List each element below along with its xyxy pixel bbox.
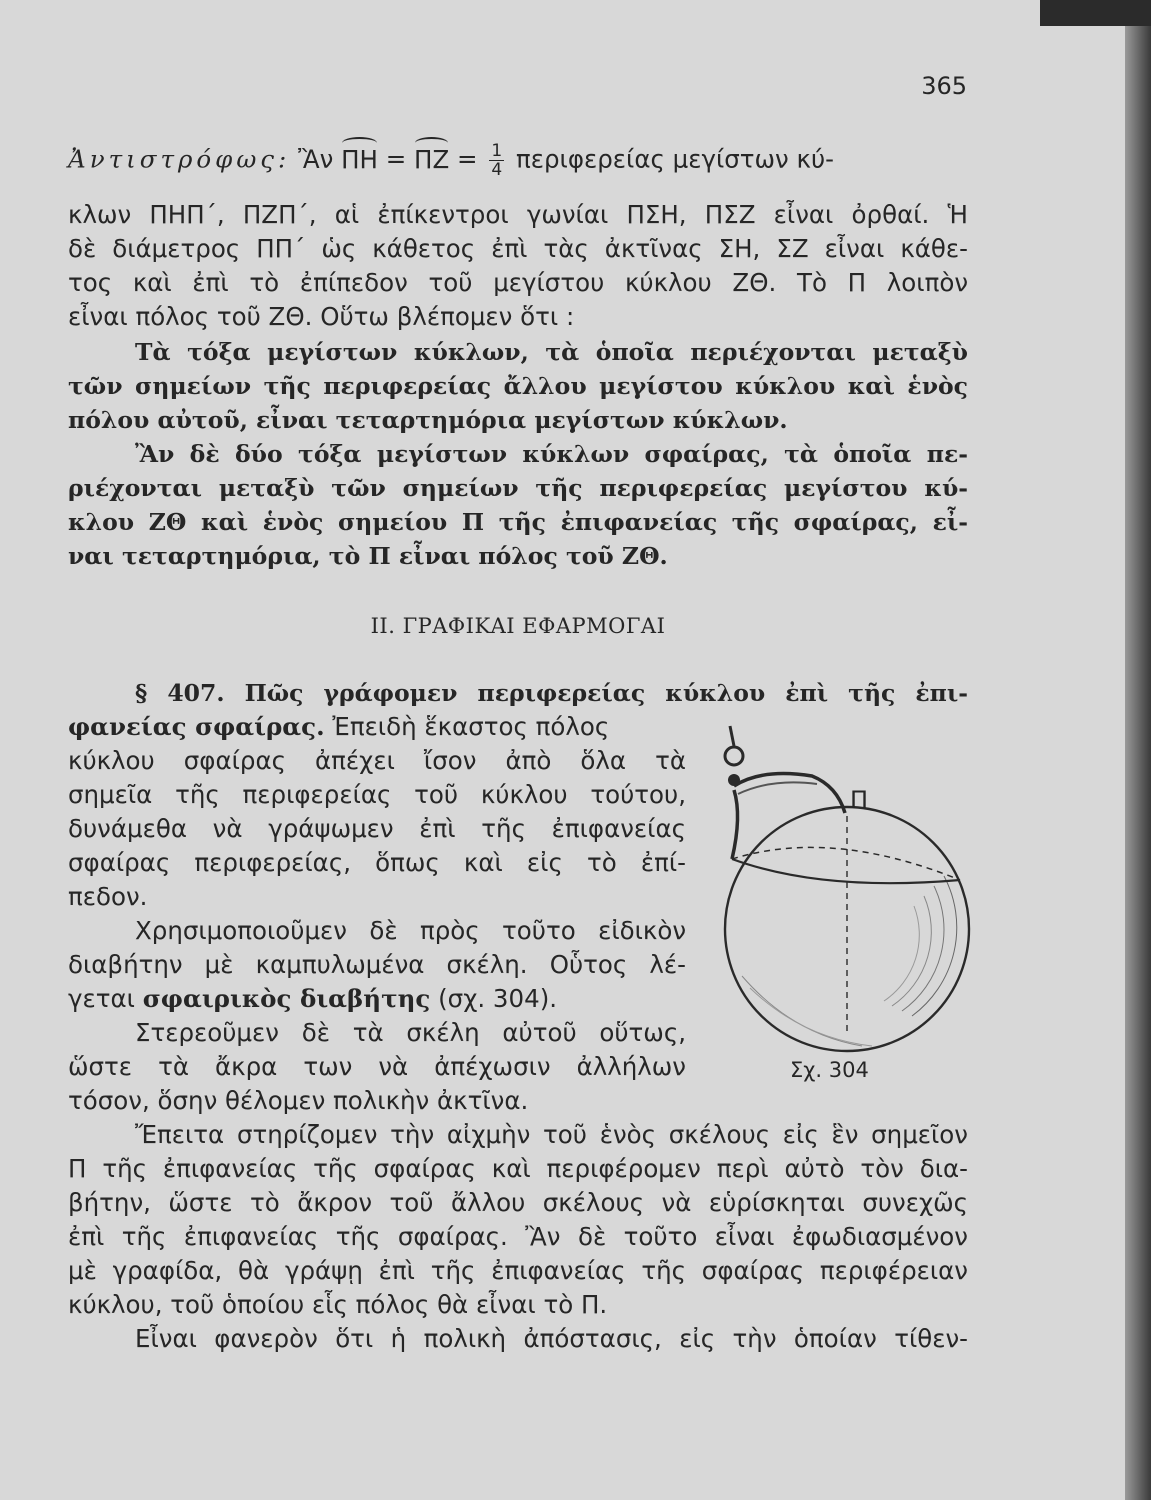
pole-label: Π — [850, 786, 869, 814]
page-number: 365 — [921, 72, 967, 100]
para1-line: κλων ΠΗΠ΄, ΠΖΠ΄, αἱ ἐπίκεντροι γωνίαι ΠΣΗ, ΠΣΖ εἶναι ὀρθαί. Ἡ — [68, 200, 968, 229]
equals-1: = — [377, 144, 415, 174]
sphere-shading-arc — [750, 988, 872, 1046]
sphere-shading-arc — [742, 976, 862, 1046]
if-word: Ἂν — [298, 144, 334, 174]
compass-leg-upper — [734, 774, 845, 813]
tool-paragraph-line: διαβήτην μὲ καμπυλωμένα σκέλη. Οὗτος λέ- — [68, 950, 686, 979]
book-top-edge-shadow — [1040, 0, 1151, 26]
draw-paragraph-line: ἐπὶ τῆς ἐπιφανείας τῆς σφαίρας. Ἂν δὲ τοῦτο εἶναι ἐφωδιασμένον — [68, 1222, 968, 1251]
para1-line: εἶναι πόλος τοῦ ΖΘ. Οὕτω βλέπομεν ὅτι : — [68, 302, 575, 331]
compass-handle-ring — [725, 747, 743, 765]
theorem-line: Τὰ τόξα μεγίστων κύκλων, τὰ ὁποῖα περιέχονται μεταξὺ — [135, 338, 968, 366]
converse-label: Ἀντιστρόφως: — [68, 144, 291, 174]
spherical-compass-figure — [712, 716, 974, 1062]
compass-leg-shadow — [738, 782, 817, 794]
section-407-title-end: φανείας σφαίρας. — [68, 712, 325, 741]
converse-theorem-line: Ἂν δὲ δύο τόξα μεγίστων κύκλων σφαίρας, τὰ ὁποῖα πε- — [135, 440, 968, 468]
fraction-numerator: 1 — [491, 141, 503, 161]
draw-paragraph-line: Π τῆς ἐπιφανείας τῆς σφαίρας καὶ περιφέρομεν περὶ αὐτὸ τὸν δια- — [68, 1154, 968, 1183]
section-407-text: Ἐπειδὴ ἕκαστος πόλος — [324, 712, 610, 741]
section-407-title: § 407. Πῶς γράφομεν περιφερείας κύκλου ἐπὶ τῆς ἐπι- — [135, 679, 968, 707]
section-407-line: δυνάμεθα νὰ γράψωμεν ἐπὶ τῆς ἐπιφανείας — [68, 814, 686, 843]
tool-text: γεται — [68, 984, 143, 1013]
arc-ph: ΠΗ — [341, 143, 378, 177]
draw-paragraph-line: κύκλου, τοῦ ὁποίου εἷς πόλος θὰ εἶναι τὸ Π. — [68, 1290, 608, 1319]
equals-2: = — [449, 144, 486, 174]
draw-paragraph-line: Ἔπειτα στηρίζομεν τὴν αἰχμὴν τοῦ ἑνὸς σκέλους εἰς ἓν σημεῖον — [135, 1120, 968, 1149]
legs-paragraph-line: Στερεοῦμεν δὲ τὰ σκέλη αὐτοῦ οὕτως, — [135, 1018, 686, 1047]
section-407-line — [68, 710, 708, 744]
fraction-denominator: 4 — [491, 160, 503, 180]
book-edge-shadow — [1125, 0, 1151, 1500]
section-407-line: κύκλου σφαίρας ἀπέχει ἴσον ἀπὸ ὅλα τὰ — [68, 746, 686, 775]
converse-theorem-line: ναι τεταρτημόρια, τὸ Π εἶναι πόλος τοῦ ΖΘ. — [68, 542, 668, 570]
fraction-one-quarter — [489, 142, 504, 179]
spherical-compass-term: σφαιρικὸς διαβήτης — [142, 984, 431, 1013]
legs-paragraph-line: ὥστε τὰ ἄκρα των νὰ ἀπέχωσιν ἀλλήλων — [68, 1052, 686, 1081]
theorem-line: πόλου αὐτοῦ, εἶναι τεταρτημόρια μεγίστων κύκλων. — [68, 406, 788, 434]
sphere-shading-arc — [884, 906, 919, 1001]
arc-pz: ΠΖ — [414, 143, 449, 177]
para1-line: δὲ διάμετρος ΠΠ΄ ὡς κάθετος ἐπὶ τὰς ἀκτῖνας ΣΗ, ΣΖ εἶναι κάθε- — [68, 234, 968, 263]
tool-paragraph-line — [68, 982, 686, 1016]
section-407-line: σημεῖα τῆς περιφερείας τοῦ κύκλου τούτου, — [68, 780, 686, 809]
drawn-circle-back — [732, 847, 960, 880]
converse-theorem-line: κλου ΖΘ καὶ ἑνὸς σημείου Π τῆς ἐπιφανείας τῆς σφαίρας, εἶ- — [68, 508, 968, 536]
drawn-circle-front — [732, 859, 960, 883]
converse-rest: περιφερείας μεγίστων κύ- — [516, 144, 834, 174]
section-407-line: σφαίρας περιφερείας, ὅπως καὶ εἰς τὸ ἐπί- — [68, 848, 686, 877]
section-407-line: πεδον. — [68, 882, 148, 911]
compass-handle — [730, 726, 734, 746]
compass-leg-lower — [732, 790, 738, 859]
draw-paragraph-line: βήτην, ὥστε τὸ ἄκρον τοῦ ἄλλου σκέλους νὰ εὑρίσκηται συνεχῶς — [68, 1188, 968, 1217]
legs-paragraph-line: τόσον, ὅσην θέλομεν πολικὴν ἀκτῖνα. — [68, 1086, 529, 1115]
figure-reference: (σχ. 304). — [430, 984, 558, 1013]
para1-line: τος καὶ ἐπὶ τὸ ἐπίπεδον τοῦ μεγίστου κύκλου ΖΘ. Τὸ Π λοιπὸν — [68, 268, 968, 297]
compass-hinge — [728, 774, 740, 786]
draw-paragraph-line: μὲ γραφίδα, θὰ γράψῃ ἐπὶ τῆς ἐπιφανείας τῆς σφαίρας περιφέρειαν — [68, 1256, 968, 1285]
converse-theorem-line: ριέχονται μεταξὺ τῶν σημείων τῆς περιφερείας μεγίστου κύ- — [68, 474, 968, 502]
theorem-line: τῶν σημείων τῆς περιφερείας ἄλλου μεγίστου κύκλου καὶ ἑνὸς — [68, 372, 968, 400]
tool-paragraph-line: Χρησιμοποιοῦμεν δὲ πρὸς τοῦτο εἰδικὸν — [135, 916, 686, 945]
section-heading: ΙΙ. ΓΡΑΦΙΚΑΙ ΕΦΑΡΜΟΓΑΙ — [370, 614, 666, 638]
figure-caption: Σχ. 304 — [790, 1058, 869, 1082]
converse-statement-line — [68, 142, 968, 179]
last-paragraph-line: Εἶναι φανερὸν ὅτι ἡ πολικὴ ἀπόστασις, εἰς τὴν ὁποίαν τίθεν- — [135, 1324, 968, 1353]
